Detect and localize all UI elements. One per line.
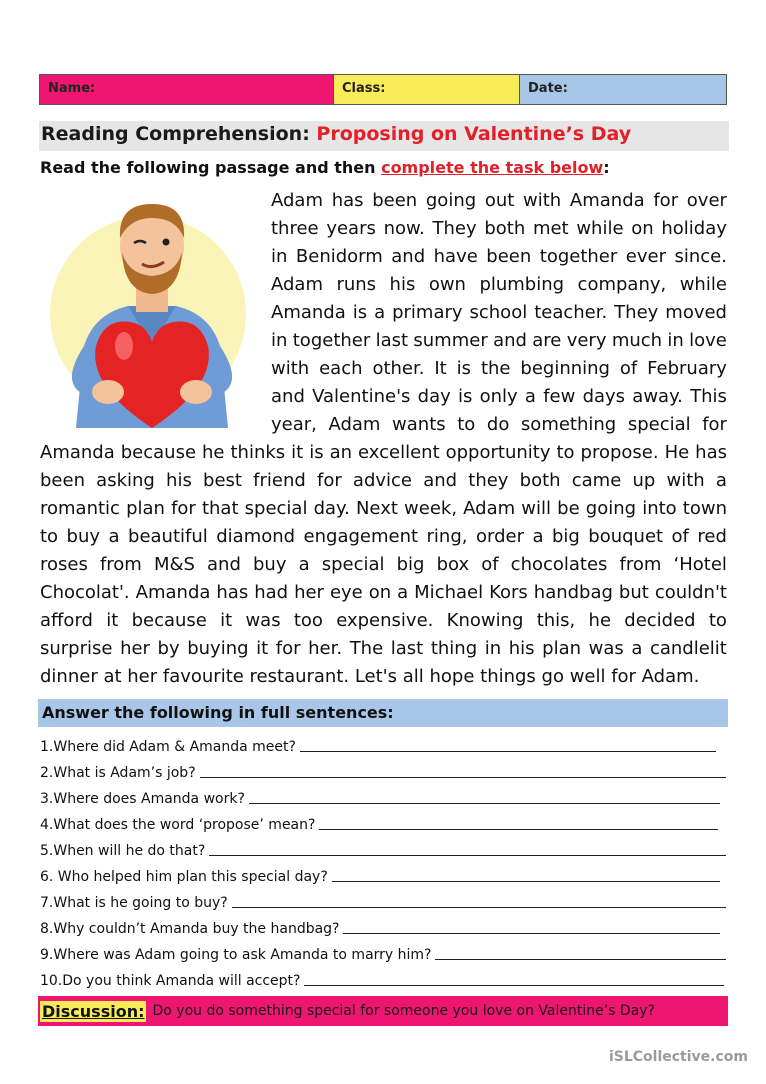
passage-word: do xyxy=(486,414,510,435)
passage-word: going xyxy=(425,190,477,211)
passage-word: have xyxy=(433,246,478,267)
passage-word: away. xyxy=(632,386,683,407)
passage-word: day xyxy=(417,386,451,407)
passage-word: are xyxy=(532,330,562,351)
passage-word: something xyxy=(520,414,617,435)
passage-line xyxy=(271,358,727,379)
passage-word: friend xyxy=(253,470,306,491)
passage-word: February xyxy=(647,358,727,379)
student-info-bar xyxy=(39,74,727,105)
passage-word: together xyxy=(539,246,618,267)
passage-word: the xyxy=(480,358,511,379)
passage-word: opportunity xyxy=(445,442,551,463)
passage-word: is xyxy=(456,358,472,379)
passage-word: is xyxy=(352,302,368,323)
passage-word: both xyxy=(519,470,561,491)
passage-word: while xyxy=(679,274,727,295)
passage-word: special xyxy=(321,554,385,575)
passage-word: his xyxy=(389,274,416,295)
passage-word: a xyxy=(715,470,727,491)
passage-word: to xyxy=(457,414,476,435)
passage-word: and xyxy=(391,246,426,267)
passage-word: Kors xyxy=(489,582,528,603)
passage-word: special xyxy=(627,414,691,435)
passage-word: a xyxy=(374,302,386,323)
passage-word: of xyxy=(481,554,499,575)
passage-word: in xyxy=(484,638,502,659)
passage-word: this, xyxy=(536,610,576,631)
passage-word: Chocolat'. xyxy=(40,582,130,603)
question-text: 7.What is he going to buy? xyxy=(40,895,228,911)
passage-word: her. xyxy=(308,638,343,659)
passage-word: to xyxy=(556,442,575,463)
passage-word: special xyxy=(244,498,308,519)
class-field[interactable] xyxy=(334,75,520,104)
passage-word: he xyxy=(202,442,225,463)
question-text: 6. Who helped him plan this special day? xyxy=(40,869,328,885)
discussion-label: Discussion: xyxy=(42,1001,145,1021)
passage-word: year, xyxy=(271,414,317,435)
answer-line[interactable] xyxy=(343,932,720,934)
passage-word: plan xyxy=(542,638,582,659)
passage-word: that xyxy=(201,498,239,519)
title-prefix: Reading Comprehension xyxy=(41,123,303,145)
passage-word: summer xyxy=(413,330,488,351)
passage-word: of xyxy=(619,358,638,379)
passage-word: Adam xyxy=(271,190,323,211)
passage-line xyxy=(40,498,727,519)
passage-word: his xyxy=(508,638,535,659)
passage-word: and xyxy=(271,386,305,407)
passage-word: candlelit xyxy=(649,638,727,659)
passage-line xyxy=(271,414,727,435)
passage-word: Adam xyxy=(328,414,381,435)
passage-word: advice xyxy=(352,470,413,491)
passage-word: with xyxy=(271,358,310,379)
passage-word: it xyxy=(291,442,304,463)
passage-word: plumbing xyxy=(479,274,565,295)
passage-line xyxy=(40,470,727,491)
passage-word: buy xyxy=(253,554,287,575)
passage-word: a xyxy=(298,554,310,575)
passage-word: to xyxy=(708,610,727,631)
passage-word: Knowing xyxy=(446,610,524,631)
question-row[interactable] xyxy=(40,943,726,963)
passage-word: now. xyxy=(383,218,425,239)
watermark: iSLCollective.com xyxy=(608,1049,748,1065)
passage-word: big xyxy=(396,554,425,575)
question-row[interactable] xyxy=(40,917,720,937)
passage-word: too xyxy=(293,610,323,631)
date-label: Date: xyxy=(528,81,568,96)
passage-word: They xyxy=(432,218,477,239)
date-field[interactable] xyxy=(520,75,726,104)
passage-word: buying xyxy=(187,638,249,659)
passage-word: a xyxy=(631,638,643,659)
passage-line xyxy=(271,218,727,239)
passage-word: came xyxy=(571,470,622,491)
question-row[interactable] xyxy=(40,787,720,807)
passage-line xyxy=(40,554,727,575)
passage-word: for xyxy=(316,470,342,491)
passage-word: a xyxy=(524,386,536,407)
passage-word: of xyxy=(671,526,689,547)
passage-line xyxy=(271,386,727,407)
passage-word: Adam xyxy=(463,498,516,519)
passage-word: both xyxy=(484,218,526,239)
class-label: Class: xyxy=(342,81,386,96)
passage-word: over xyxy=(686,190,727,211)
question-row[interactable] xyxy=(40,813,718,833)
answer-line[interactable] xyxy=(332,880,720,882)
passage-word: afford xyxy=(40,610,93,631)
passage-word: on xyxy=(631,218,654,239)
questions-heading: Answer the following in full sentences: xyxy=(38,699,728,727)
passage-word: with xyxy=(666,470,705,491)
passage-word: They xyxy=(614,302,659,323)
passage-word: has xyxy=(216,582,249,603)
passage-word: it xyxy=(106,610,119,631)
passage-word: in xyxy=(271,330,288,351)
passage-word: days xyxy=(582,386,626,407)
passage-word: last xyxy=(390,638,424,659)
passage-word: met xyxy=(532,218,569,239)
passage-line xyxy=(40,610,727,631)
passage-word: much xyxy=(611,330,663,351)
question-row[interactable] xyxy=(40,761,726,781)
passage-word: each xyxy=(319,358,363,379)
passage-word: school xyxy=(469,302,528,323)
passage-word: holiday xyxy=(661,218,727,239)
passage-word: his xyxy=(166,470,192,491)
passage-word: own xyxy=(428,274,466,295)
passage-line xyxy=(40,638,727,659)
passage-word: together xyxy=(292,330,371,351)
passage-word: because xyxy=(131,610,207,631)
title-topic: Proposing on Valentine’s Day xyxy=(316,123,632,145)
passage-line xyxy=(271,190,727,211)
passage-line xyxy=(271,330,727,351)
passage-word: was xyxy=(245,610,281,631)
passage-word: moved xyxy=(665,302,727,323)
instruction-end: : xyxy=(603,158,610,177)
question-row[interactable] xyxy=(40,969,724,989)
passage-word: thing xyxy=(430,638,478,659)
passage-word: was xyxy=(588,638,624,659)
passage-word: The xyxy=(349,638,384,659)
answer-line[interactable] xyxy=(319,828,718,830)
passage-word: asking xyxy=(96,470,155,491)
instruction xyxy=(40,158,610,177)
man-holding-heart-illustration xyxy=(48,196,260,428)
passage-word: her xyxy=(294,582,324,603)
question-row[interactable] xyxy=(40,839,726,859)
instruction-text: Read the following passage and then xyxy=(40,158,382,177)
passage-word: last xyxy=(375,330,409,351)
passage-word: an xyxy=(329,442,353,463)
answer-line[interactable] xyxy=(249,802,720,804)
discussion-question: Do you do something special for someone you love on Valentine’s Day? xyxy=(152,1003,655,1019)
worksheet-title xyxy=(39,121,729,151)
question-text: 1.Where did Adam & Amanda meet? xyxy=(40,739,296,755)
passage-word: from xyxy=(619,554,662,575)
passage-word: wants xyxy=(392,414,446,435)
passage-word: for xyxy=(702,414,727,435)
passage-word: since. xyxy=(674,246,727,267)
passage-word: order xyxy=(475,526,524,547)
passage-word: very xyxy=(566,330,607,351)
passage-line xyxy=(40,526,727,547)
passage-word: for xyxy=(653,190,679,211)
passage-word: it xyxy=(256,638,269,659)
passage-word: thinks xyxy=(230,442,286,463)
passage-word: Next xyxy=(355,498,398,519)
question-row[interactable] xyxy=(40,891,726,911)
passage-word: teacher. xyxy=(534,302,608,323)
passage-line: dinner at her favourite restaurant. Let's all hope things go well for Adam. xyxy=(40,666,700,687)
passage-word: Amanda xyxy=(271,302,346,323)
passage-word: her xyxy=(120,638,150,659)
question-text: 9.Where was Adam going to ask Amanda to marry him? xyxy=(40,947,432,963)
passage-word: has xyxy=(695,442,727,463)
passage-word: Amanda xyxy=(569,190,645,211)
passage-word: engagement xyxy=(303,526,419,547)
passage-word: a xyxy=(397,582,409,603)
passage-word: and xyxy=(207,554,241,575)
passage-word: and xyxy=(493,330,527,351)
passage-word: runs xyxy=(336,274,377,295)
passage-word: been xyxy=(40,470,85,491)
passage-word: beginning xyxy=(520,358,610,379)
answer-line[interactable] xyxy=(232,906,726,908)
passage-word: It xyxy=(434,358,447,379)
passage-word: best xyxy=(203,470,242,491)
passage-word: primary xyxy=(392,302,463,323)
passage-word: by xyxy=(157,638,180,659)
passage-word: romantic xyxy=(40,498,120,519)
passage-word: while xyxy=(576,218,624,239)
passage-word: propose. xyxy=(580,442,659,463)
passage-line xyxy=(40,442,727,463)
passage-word: This xyxy=(690,386,727,407)
passage-word: going xyxy=(585,498,637,519)
passage-word: town xyxy=(682,498,727,519)
passage-word: He xyxy=(664,442,690,463)
question-text: 10.Do you think Amanda will accept? xyxy=(40,973,301,989)
passage-word: bouquet xyxy=(588,526,664,547)
passage-word: only xyxy=(479,386,518,407)
question-text: 8.Why couldn’t Amanda buy the handbag? xyxy=(40,921,340,937)
passage-line xyxy=(271,274,727,295)
passage-word: few xyxy=(543,386,576,407)
passage-word: Amanda xyxy=(40,442,115,463)
question-text: 3.Where does Amanda work? xyxy=(40,791,245,807)
passage-word: Benidorm xyxy=(295,246,383,267)
passage-word: M&S xyxy=(153,554,195,575)
passage-word: be xyxy=(557,498,580,519)
passage-word: week, xyxy=(404,498,458,519)
question-row[interactable] xyxy=(40,735,716,755)
passage-word: they xyxy=(468,470,509,491)
question-text: 2.What is Adam’s job? xyxy=(40,765,196,781)
name-field[interactable] xyxy=(40,75,334,104)
passage-word: will xyxy=(521,498,552,519)
passage-word: has xyxy=(331,190,364,211)
passage-word: love xyxy=(689,330,727,351)
passage-word: Amanda xyxy=(135,582,211,603)
passage-word: Valentine's xyxy=(312,386,411,407)
passage-word: big xyxy=(551,526,580,547)
passage-word: expensive. xyxy=(336,610,434,631)
passage-word: is xyxy=(457,386,473,407)
discussion-bar xyxy=(38,996,728,1026)
passage-word: but xyxy=(618,582,649,603)
answer-line[interactable] xyxy=(209,854,726,856)
passage-word: handbag xyxy=(533,582,613,603)
name-label: Name: xyxy=(48,81,96,96)
passage-word: company, xyxy=(577,274,667,295)
passage-word: Michael xyxy=(414,582,484,603)
instruction-link: complete the task below xyxy=(381,158,604,177)
passage-word: in xyxy=(271,246,288,267)
answer-line[interactable] xyxy=(200,776,726,778)
passage-word: and xyxy=(423,470,458,491)
answer-line[interactable] xyxy=(435,958,726,960)
passage-word: ring, xyxy=(426,526,468,547)
passage-word: beautiful xyxy=(128,526,208,547)
passage-word: up xyxy=(632,470,656,491)
question-text: 5.When will he do that? xyxy=(40,843,206,859)
passage-word: into xyxy=(642,498,677,519)
passage-word: out xyxy=(484,190,515,211)
passage-line xyxy=(271,246,727,267)
passage-word: other. xyxy=(372,358,425,379)
passage-word: buy xyxy=(66,526,101,547)
passage-word: decided xyxy=(624,610,696,631)
answer-line[interactable] xyxy=(304,984,724,986)
passage-word: a xyxy=(108,526,120,547)
passage-word: for xyxy=(275,638,301,659)
answer-line[interactable] xyxy=(300,750,716,752)
passage-word: is xyxy=(309,442,324,463)
passage-word: on xyxy=(368,582,392,603)
passage-word: from xyxy=(99,554,142,575)
passage-word: three xyxy=(271,218,319,239)
passage-word: couldn't xyxy=(654,582,727,603)
passage-word: with xyxy=(523,190,562,211)
passage-word: diamond xyxy=(216,526,296,547)
passage-word: ever xyxy=(625,246,666,267)
passage-word: day. xyxy=(313,498,350,519)
passage-word: in xyxy=(667,330,684,351)
passage-line xyxy=(271,302,727,323)
passage-word: ‘Hotel xyxy=(673,554,727,575)
passage-word: eye xyxy=(329,582,363,603)
question-row[interactable] xyxy=(40,865,720,885)
passage-word: it xyxy=(220,610,233,631)
passage-word: he xyxy=(588,610,612,631)
title-colon: : xyxy=(302,123,317,145)
passage-word: excellent xyxy=(358,442,440,463)
passage-word: to xyxy=(40,526,59,547)
passage-word: a xyxy=(532,526,544,547)
passage-word: because xyxy=(120,442,197,463)
passage-word: had xyxy=(254,582,289,603)
passage-word: box xyxy=(436,554,470,575)
passage-word: Adam xyxy=(271,274,323,295)
question-text: 4.What does the word ‘propose’ mean? xyxy=(40,817,316,833)
passage-word: been xyxy=(372,190,418,211)
passage-word: chocolates xyxy=(510,554,608,575)
passage-word: surprise xyxy=(40,638,113,659)
passage-word: for xyxy=(171,498,196,519)
passage-word: roses xyxy=(40,554,88,575)
passage-word: been xyxy=(486,246,532,267)
passage-word: red xyxy=(697,526,727,547)
passage-line xyxy=(40,582,727,603)
passage-word: plan xyxy=(126,498,165,519)
passage-word: years xyxy=(326,218,376,239)
